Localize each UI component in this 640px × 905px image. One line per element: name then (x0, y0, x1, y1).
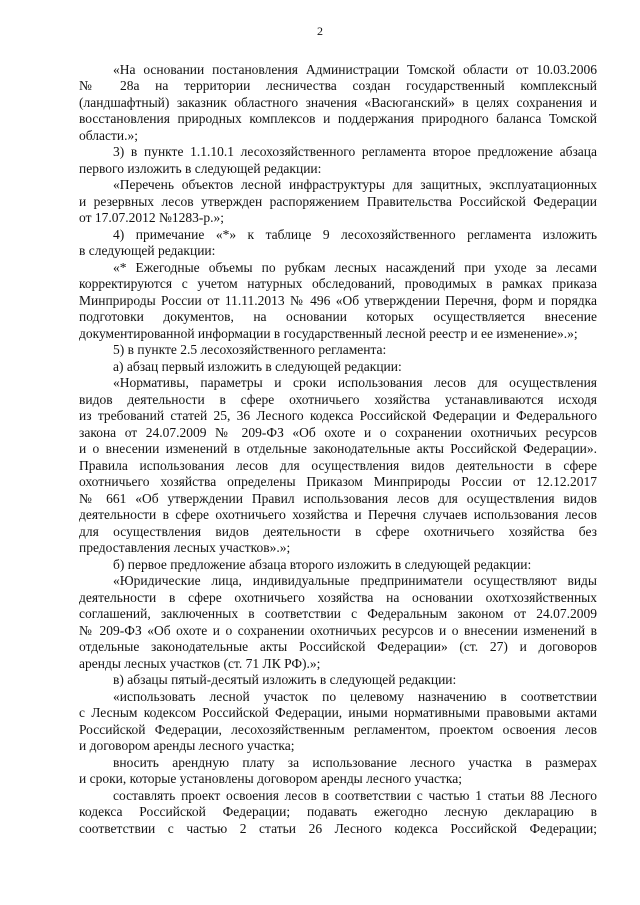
text-line: «* Ежегодные объемы по рубкам лесных насаждений при уходе за лесами (113, 260, 597, 275)
text-line: от 17.07.2012 №1283-р.»; (79, 210, 224, 225)
text-line: для осуществления видов деятельности в сфере охотничьего хозяйства без (79, 524, 597, 539)
text-line: первого изложить в следующей редакции: (79, 161, 322, 176)
text-line: подготовки документов, на основании которых осуществляется внесение (79, 309, 597, 324)
text-line: закона от 24.07.2009 № 209-ФЗ «Об охоте и о сохранении охотничьих ресурсов (79, 425, 597, 440)
text-line: соглашений, заключенных в соответствии с Федеральным законом от 24.07.2009 (79, 606, 597, 621)
text-line: документированной информации в государственный лесной реестр и ее изменение».»; (79, 326, 578, 341)
text-line: отдельные законодательные акты Российской Федерации» (ст. 27) и договоров (79, 639, 597, 654)
text-line: «Перечень объектов лесной инфраструктуры для защитных, эксплуатационных (113, 177, 597, 192)
text-line: № 661 «Об утверждении Правил использования лесов для осуществления видов (79, 491, 597, 506)
text-line: видов деятельности в сфере охотничьего хозяйства устанавливаются исходя (79, 392, 597, 407)
text-line: а) абзац первый изложить в следующей редакции: (113, 359, 402, 374)
text-line: и резервных лесов утвержден распоряжением Правительства Российской Федерации (79, 194, 597, 209)
text-line: вносить арендную плату за использование лесного участка в размерах (113, 755, 597, 770)
text-line: предоставления лесных участков».»; (79, 540, 291, 555)
text-line: Правила использования лесов для осуществления видов деятельности в сфере (79, 458, 597, 473)
text-line: деятельности в сфере охотничьего хозяйства на основании охотхозяйственных (79, 590, 597, 605)
text-line: в следующей редакции: (79, 243, 216, 258)
text-line: с Лесным кодексом Российской Федерации, иными нормативными правовыми актами (79, 705, 597, 720)
text-line: № 209-ФЗ «Об охоте и о сохранении охотничьих ресурсов и о внесении изменений в (79, 623, 597, 638)
text-line: охотничьего хозяйства определены Приказом Минприроды России от 12.12.2017 (79, 474, 597, 489)
text-line: и о внесении изменений в отдельные законодательные акты Российской Федерации». (79, 441, 597, 456)
text-line: в) абзацы пятый-десятый изложить в следующей редакции: (113, 672, 457, 687)
text-line: (ландшафтный) заказник областного значения «Васюганский» в целях сохранения и (79, 95, 597, 110)
text-line: № 28а на территории лесничества создан государственный комплексный (79, 78, 597, 93)
text-line: Минприроды России от 11.11.2013 № 496 «Об утверждении Перечня, форм и порядка (79, 293, 597, 308)
text-line: и договором аренды лесного участка; (79, 738, 295, 753)
text-line: б) первое предложение абзаца второго изложить в следующей редакции: (113, 557, 532, 572)
text-line: кодекса Российской Федерации; подавать ежегодно лесную декларацию в (79, 804, 597, 819)
text-line: Российской Федерации, лесохозяйственным регламентом, проектом освоения лесов (79, 722, 597, 737)
text-line: из требований статей 25, 36 Лесного кодекса Российской Федерации и Федерального (79, 408, 597, 423)
text-line: соответствии с частью 2 статьи 26 Лесного кодекса Российской Федерации; (79, 821, 597, 836)
text-line: деятельности в сфере охотничьего хозяйства и Перечня случаев использования лесов (79, 507, 597, 522)
text-line: 3) в пункте 1.1.10.1 лесохозяйственного регламента второе предложение абзаца (113, 144, 597, 159)
text-line: «Юридические лица, индивидуальные предприниматели осуществляют виды (113, 573, 597, 588)
text-line: восстановления природных комплексов и поддержания природного баланса Томской (79, 111, 597, 126)
text-line: 4) примечание «*» к таблице 9 лесохозяйственного регламента изложить (113, 227, 597, 242)
text-line: 5) в пункте 2.5 лесохозяйственного регламента: (113, 342, 387, 357)
text-line: «Нормативы, параметры и сроки использования лесов для осуществления (113, 375, 597, 390)
text-line: аренды лесных участков (ст. 71 ЛК РФ).»; (79, 656, 321, 671)
page-number: 2 (317, 24, 323, 38)
text-line: составлять проект освоения лесов в соответствии с частью 1 статьи 88 Лесного (113, 788, 597, 803)
text-line: и сроки, которые установлены договором аренды лесного участка; (79, 771, 463, 786)
text-line: «использовать лесной участок по целевому назначению в соответствии (113, 689, 597, 704)
text-line: корректируются с учетом натурных обследований, проводимых в рамках приказа (79, 276, 597, 291)
text-line: области.»; (79, 128, 139, 143)
text-line: «На основании постановления Администрации Томской области от 10.03.2006 (113, 62, 597, 77)
